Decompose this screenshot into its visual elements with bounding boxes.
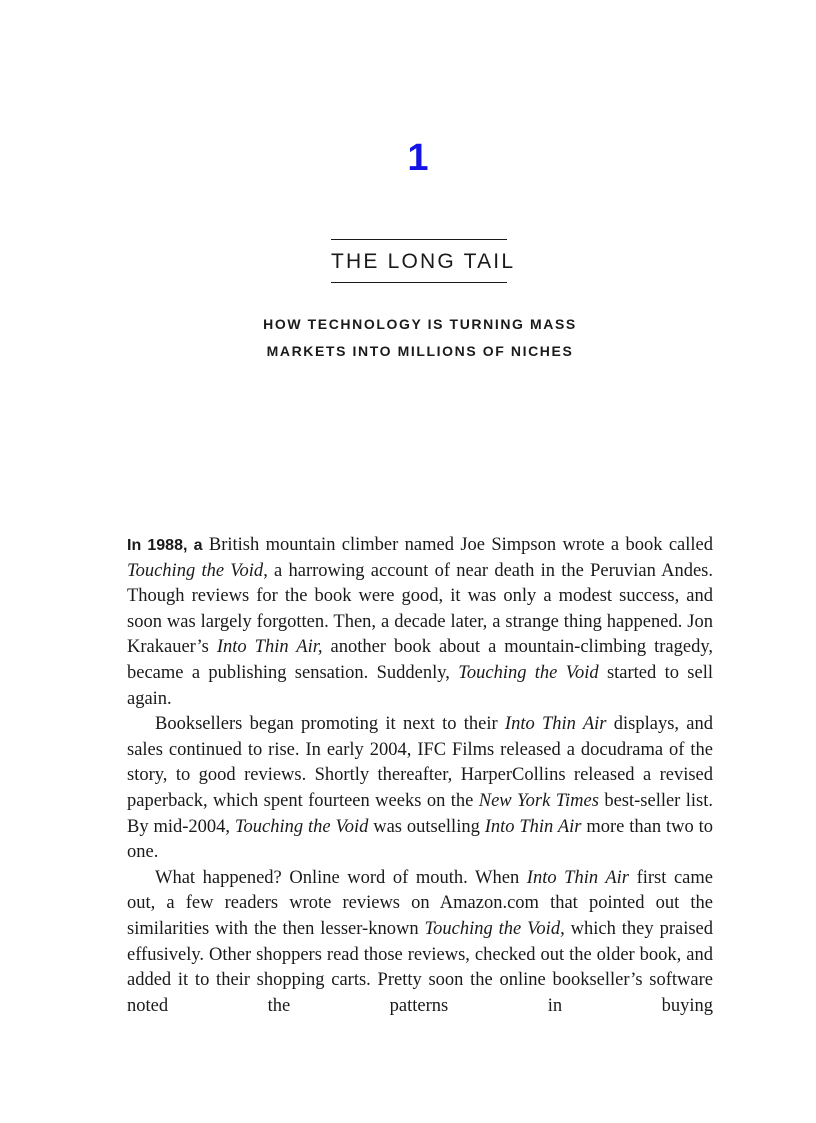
paragraph-3 — [127, 866, 713, 1020]
book-title-italic: Into Thin Air — [526, 867, 629, 888]
book-title-italic: Into Thin Air, — [216, 637, 323, 658]
p2-text-2: displays, and sales continued to rise. In early 2004, IFC Films released a docudrama of the story, to good reviews. Shortly thereafter, HarperCollins released a revised paperback, which spent fourteen weeks on the — [127, 714, 713, 811]
body-text — [127, 533, 713, 1019]
p3-text-1: What happened? Online word of mouth. When — [155, 867, 527, 888]
book-title-italic: Touching the Void — [458, 662, 599, 683]
chapter-number: 1 — [407, 137, 429, 179]
p2-text-4: was outselling — [368, 816, 485, 837]
subtitle-line-2: MARKETS INTO MILLIONS OF NICHES — [266, 343, 574, 359]
chapter-title: THE LONG TAIL — [331, 250, 516, 273]
publication-italic: New York Times — [478, 790, 599, 811]
book-title-italic: Into Thin Air — [484, 816, 582, 837]
p1-text-3: another book about a mountain-climbing tragedy, became a publishing sensation. Suddenly, — [127, 637, 714, 683]
book-title-italic: Touching the Void — [127, 560, 264, 581]
p2-text-5: more than two to one. — [127, 816, 713, 863]
p3-text-2: first came out, a few readers wrote reviews on Amazon.com that pointed out the similarities with the then lesser-known — [127, 867, 713, 939]
lead-in: In 1988, a — [127, 537, 203, 554]
book-title-italic: Into Thin Air — [504, 714, 607, 735]
p1-text-4: started to sell again. — [127, 662, 713, 709]
p1-text-1: British mountain climber named Joe Simpson wrote a book called — [202, 535, 713, 555]
chapter-title-rule-box — [331, 239, 516, 283]
subtitle-line-1: HOW TECHNOLOGY IS TURNING MASS — [263, 316, 577, 332]
book-title-italic: Touching the Void, — [424, 918, 565, 939]
paragraph-2 — [127, 712, 713, 866]
p2-text-3: best-seller list. By mid-2004, — [127, 790, 713, 837]
chapter-subtitle — [0, 311, 816, 365]
p3-text-3: which they praised effusively. Other shoppers read those reviews, checked out the older book, and added it to their shopping carts. Pretty soon the online bookseller’s software noted the patterns in buying — [127, 918, 713, 1016]
p2-text-1: Booksellers began promoting it next to their — [155, 714, 505, 735]
paragraph-1 — [127, 533, 713, 712]
p1-text-2: , a harrowing account of near death in the Peruvian Andes. Though reviews for the book were good, it was only a modest success, and soon was largely forgotten. Then, a decade later, a strange thing happened. Jon Krakauer’s — [127, 560, 714, 658]
book-title-italic: Touching the Void — [234, 816, 369, 837]
